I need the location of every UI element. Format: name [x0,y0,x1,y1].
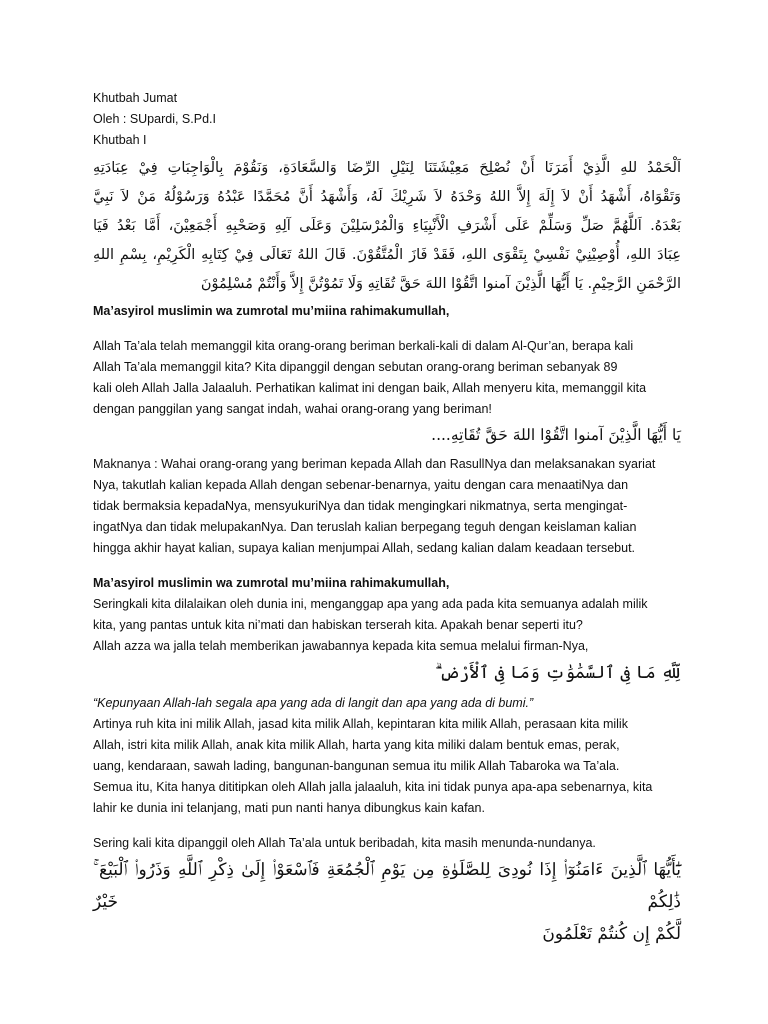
salutation-heading: Ma’asyirol muslimin wa zumrotal mu’miina rahimakumullah, [93,304,450,318]
paragraph-line: Allah Ta’ala memanggil kita? Kita dipanggil dengan sebutan orang-orang beriman sebanyak 89 [93,360,618,374]
salutation-heading: Ma’asyirol muslimin wa zumrotal mu’miina rahimakumullah, [93,576,450,590]
arabic-line: الرَّحْمَنِ الرَّحِيْمِ. يَا أَيُّهَا الَّذِيْنَ آمنوا اتَّقُوْا اللهَ حَقَّ تُقَاتِهِ وَلَا تَمُوْتُنَّ إِلاَّ وَأَنْتُمْ مُسْلِمُوْنَ [200,276,681,292]
paragraph-line: Allah, istri kita milik Allah, anak kita milik Allah, harta yang kita miliki dalam bentuk emas, perak, [93,738,620,752]
paragraph-line: kali oleh Allah Jalla Jalaaluh. Perhatikan kalimat ini dengan baik, Allah menyeru kita, memanggil kita [93,381,647,395]
paragraph-line: Maknanya : Wahai orang-orang yang beriman kepada Allah dan RasullNya dan melaksanakan syariat [93,457,656,471]
paragraph-line: Allah Ta’ala telah memanggil kita orang-orang beriman berkali-kali di dalam Al-Qur’an, berapa kali [93,339,634,353]
paragraph-line: ingatNya dan tidak melupakanNya. Dan teruslah kalian berpegang teguh dengan keislaman kalian [93,520,637,534]
paragraph-line: dengan panggilan yang sangat indah, wahai orang-orang yang beriman! [93,402,492,416]
ayah-quote: لِّلَّهِ مَا فِى ٱلسَّمَٰوَٰتِ وَمَا فِى ٱلْأَرْضِ ۗ [435,663,681,683]
ayah-jumuah [93,854,681,950]
paragraph-line: Seringkali kita dilalaikan oleh dunia ini, menganggap apa yang ada pada kita semuanya adalah milik [93,597,648,611]
paragraph-line: Sering kali kita dipanggil oleh Allah Ta’ala untuk beribadah, kita masih menunda-nundanya. [93,836,596,850]
arabic-line: لَّكُمْ إِن كُنتُمْ تَعْلَمُونَ [542,924,681,944]
arabic-line: وَتَقْوَاهُ، أَشْهَدُ أَنْ لاَ إِلَهَ إِلاَّ اللهُ وَحْدَهُ لاَ شَرِيْكَ لَهُ، وَأَشْهَدُ أَنَّ مُحَمَّدًا عَبْدُهُ وَرَسُوْلُهُ مَنْ لاَ نَبِيَّ [93,189,681,205]
paragraph-line: kita, yang pantas untuk kita ni’mati dan habiskan terserah kita. Apakah benar seperti itu? [93,618,583,632]
sermon-author: Oleh : SUpardi, S.Pd.I [93,112,216,126]
arabic-line: عِبَادَ اللهِ، أُوْصِيْنِيْ نَفْسِيْ بِتَقْوَى اللهِ، فَقَدْ فَازَ الْمُتَّقُوْنَ. قَالَ اللهُ تَعَالَى فِيْ كِتَابِهِ الْكَرِيْمِ، بِسْمِ اللهِ [93,247,681,263]
paragraph-line: tidak bermaksia kepadaNya, mensyukuriNya dan tidak mengingkari nikmatnya, serta mengingat- [93,499,628,513]
arabic-line: اَلْحَمْدُ للهِ الَّذِيْ أَمَرَنَا أَنْ نُصْلِحَ مَعِيْشَتَنَا لِنَيْلِ الرِّضَا وَالسَّعَادَةِ، وَنَقُوْمَ بِالْوَاجِبَاتِ فِيْ عِبَادَتِهِ [93,160,681,176]
sermon-section: Khutbah I [93,133,147,147]
ayah-translation: “Kepunyaan Allah-lah segala apa yang ada di langit dan apa yang ada di bumi.” [93,696,534,710]
sermon-title: Khutbah Jumat [93,91,178,105]
arabic-line: بَعْدَهُ. اَللَّهُمَّ صَلِّ وَسَلِّمْ عَلَى أَشْرَفِ الْأَنْبِيَاءِ وَالْمُرْسَلِيْنَ وَعَلَى آلِهِ وَصَحْبِهِ أَجْمَعِيْنَ، أَمَّا بَعْدُ فَيَا [93,218,681,234]
paragraph-line: Artinya ruh kita ini milik Allah, jasad kita milik Allah, kepintaran kita milik Allah, perasaan kita milik [93,717,628,731]
paragraph-line: Allah azza wa jalla telah memberikan jawabannya kepada kita semua melalui firman-Nya, [93,639,589,653]
paragraph-line: hingga akhir hayat kalian, supaya kalian menjumpai Allah, sedang kalian dalam keadaan tersebut. [93,541,636,555]
ayah-quote: يَا أَيُّهَا الَّذِيْنَ آمنوا اتَّقُوْا اللهَ حَقَّ تُقَاتِهِ.... [431,426,681,444]
opening-arabic [93,154,681,299]
paragraph-line: Semua itu, Kita hanya dititipkan oleh Allah jalla jalaaluh, kita ini tidak punya apa-apa sebenarnya, kita [93,780,653,794]
paragraph-line: lahir ke dunia ini telanjang, mati pun nanti hanya dibungkus kain kafan. [93,801,485,815]
paragraph-line: Nya, takutlah kalian kepada Allah dengan sebenar-benarnya, yaitu dengan cara menaatiNya dan [93,478,629,492]
paragraph-line: uang, kendaraan, sawah lading, bangunan-bangunan semua itu milik Allah Tabaroka wa Ta’ala. [93,759,620,773]
document-body [93,88,681,950]
arabic-line: يَٰٓأَيُّهَا ٱلَّذِينَ ءَامَنُوٓا۟ إِذَا نُودِىَ لِلصَّلَوٰةِ مِن يَوْمِ ٱلْجُمُعَةِ فَٱسْعَوْا۟ إِلَىٰ ذِكْرِ ٱللَّهِ وَذَرُوا۟ ٱلْبَيْعَ ۚ ذَٰلِكُمْ خَيْرٌ [93,860,681,912]
